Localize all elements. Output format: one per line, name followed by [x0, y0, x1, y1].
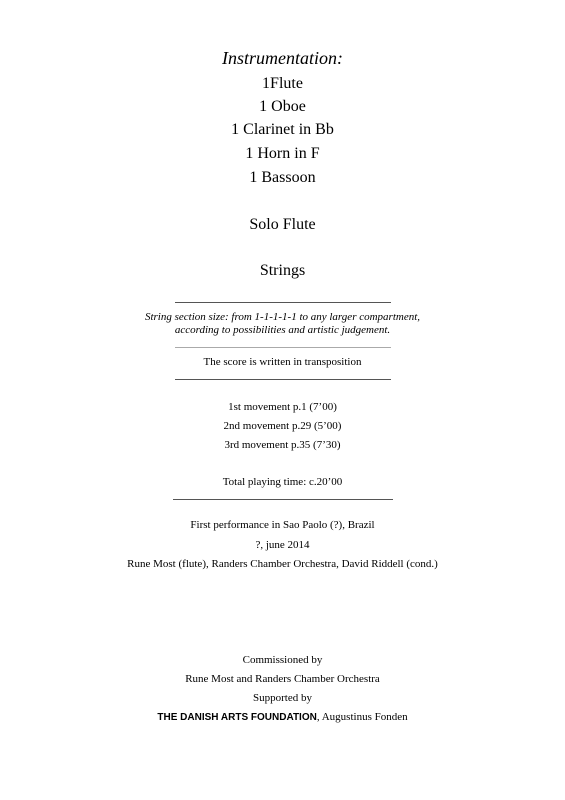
- instrumentation-heading: Instrumentation:: [222, 48, 343, 68]
- instrument-oboe: 1 Oboe: [259, 98, 306, 115]
- supporters-rest: , Augustinus Fonden: [316, 711, 408, 723]
- commissioners: Rune Most and Randers Chamber Orchestra: [185, 673, 380, 685]
- movement-2: 2nd movement p.29 (5’00): [223, 420, 342, 432]
- string-note-line1: String section size: from 1-1-1-1-1 to any larger compartment,: [144, 311, 421, 323]
- divider-bottom: [173, 499, 393, 500]
- instrument-horn: 1 Horn in F: [245, 145, 320, 162]
- instrument-flute: 1Flute: [262, 75, 303, 92]
- total-playing-time: Total playing time: c.20’00: [222, 476, 343, 488]
- danish-arts-foundation: THE DANISH ARTS FOUNDATION: [157, 712, 317, 723]
- movement-3: 3rd movement p.35 (7’30): [224, 439, 341, 451]
- premiere-line1: First performance in Sao Paolo (?), Brazil: [190, 519, 375, 531]
- premiere-line3: Rune Most (flute), Randers Chamber Orchestra, David Riddell (cond.): [127, 558, 438, 570]
- divider-top: [175, 302, 391, 303]
- supporters: [0, 711, 565, 723]
- instrument-clarinet: 1 Clarinet in Bb: [231, 121, 334, 138]
- movement-1: 1st movement p.1 (7’00): [228, 401, 337, 413]
- divider-middle: [175, 379, 391, 380]
- commissioned-by: Commissioned by: [242, 654, 323, 666]
- string-note-line2: according to possibilities and artistic judgement.: [174, 324, 391, 336]
- transposition-note: The score is written in transposition: [203, 356, 362, 368]
- instrument-bassoon: 1 Bassoon: [249, 169, 316, 186]
- premiere-line2: ?, june 2014: [255, 539, 310, 551]
- divider-thin: [175, 347, 391, 348]
- supported-by: Supported by: [253, 692, 312, 704]
- strings-label: Strings: [259, 262, 306, 279]
- solo-instrument: Solo Flute: [249, 216, 316, 233]
